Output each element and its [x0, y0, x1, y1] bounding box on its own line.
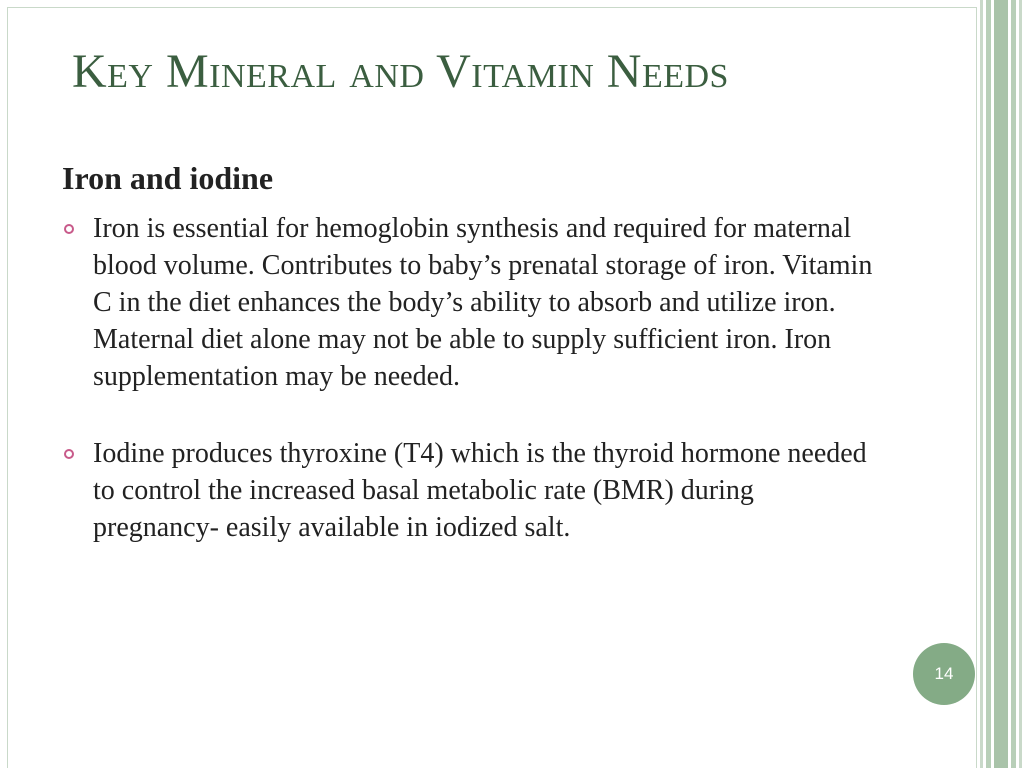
stripe	[994, 0, 1008, 768]
bullet-circle-icon	[64, 449, 74, 459]
bullet-text: Iodine produces thyroxine (T4) which is the thyroid hormone needed to control the increased basal metabolic rate (BMR) during pregnancy- easily available in iodized salt.	[93, 438, 867, 543]
bullet-text: Iron is essential for hemoglobin synthesis and required for maternal blood volume. Contributes to baby’s prenatal storage of iron. Vitamin C in the diet enhances the body’s ability to absorb and utilize iron. Maternal diet alone may not be able to supply sufficient iron. Iron supplementation may be needed.	[93, 213, 873, 392]
bullet-list	[62, 210, 882, 546]
stripe	[1019, 0, 1022, 768]
bullet-item-iodine	[62, 435, 882, 546]
page-number-badge	[913, 643, 975, 705]
bullet-circle-icon	[64, 224, 74, 234]
decorative-stripes	[978, 0, 1024, 768]
stripe	[980, 0, 983, 768]
section-subheading: Iron and iodine	[62, 160, 274, 196]
stripe	[986, 0, 991, 768]
stripe	[1011, 0, 1016, 768]
slide-title: Key Mineral and Vitamin Needs	[72, 45, 729, 98]
bullet-item-iron	[62, 210, 882, 395]
page-number: 14	[934, 664, 954, 683]
